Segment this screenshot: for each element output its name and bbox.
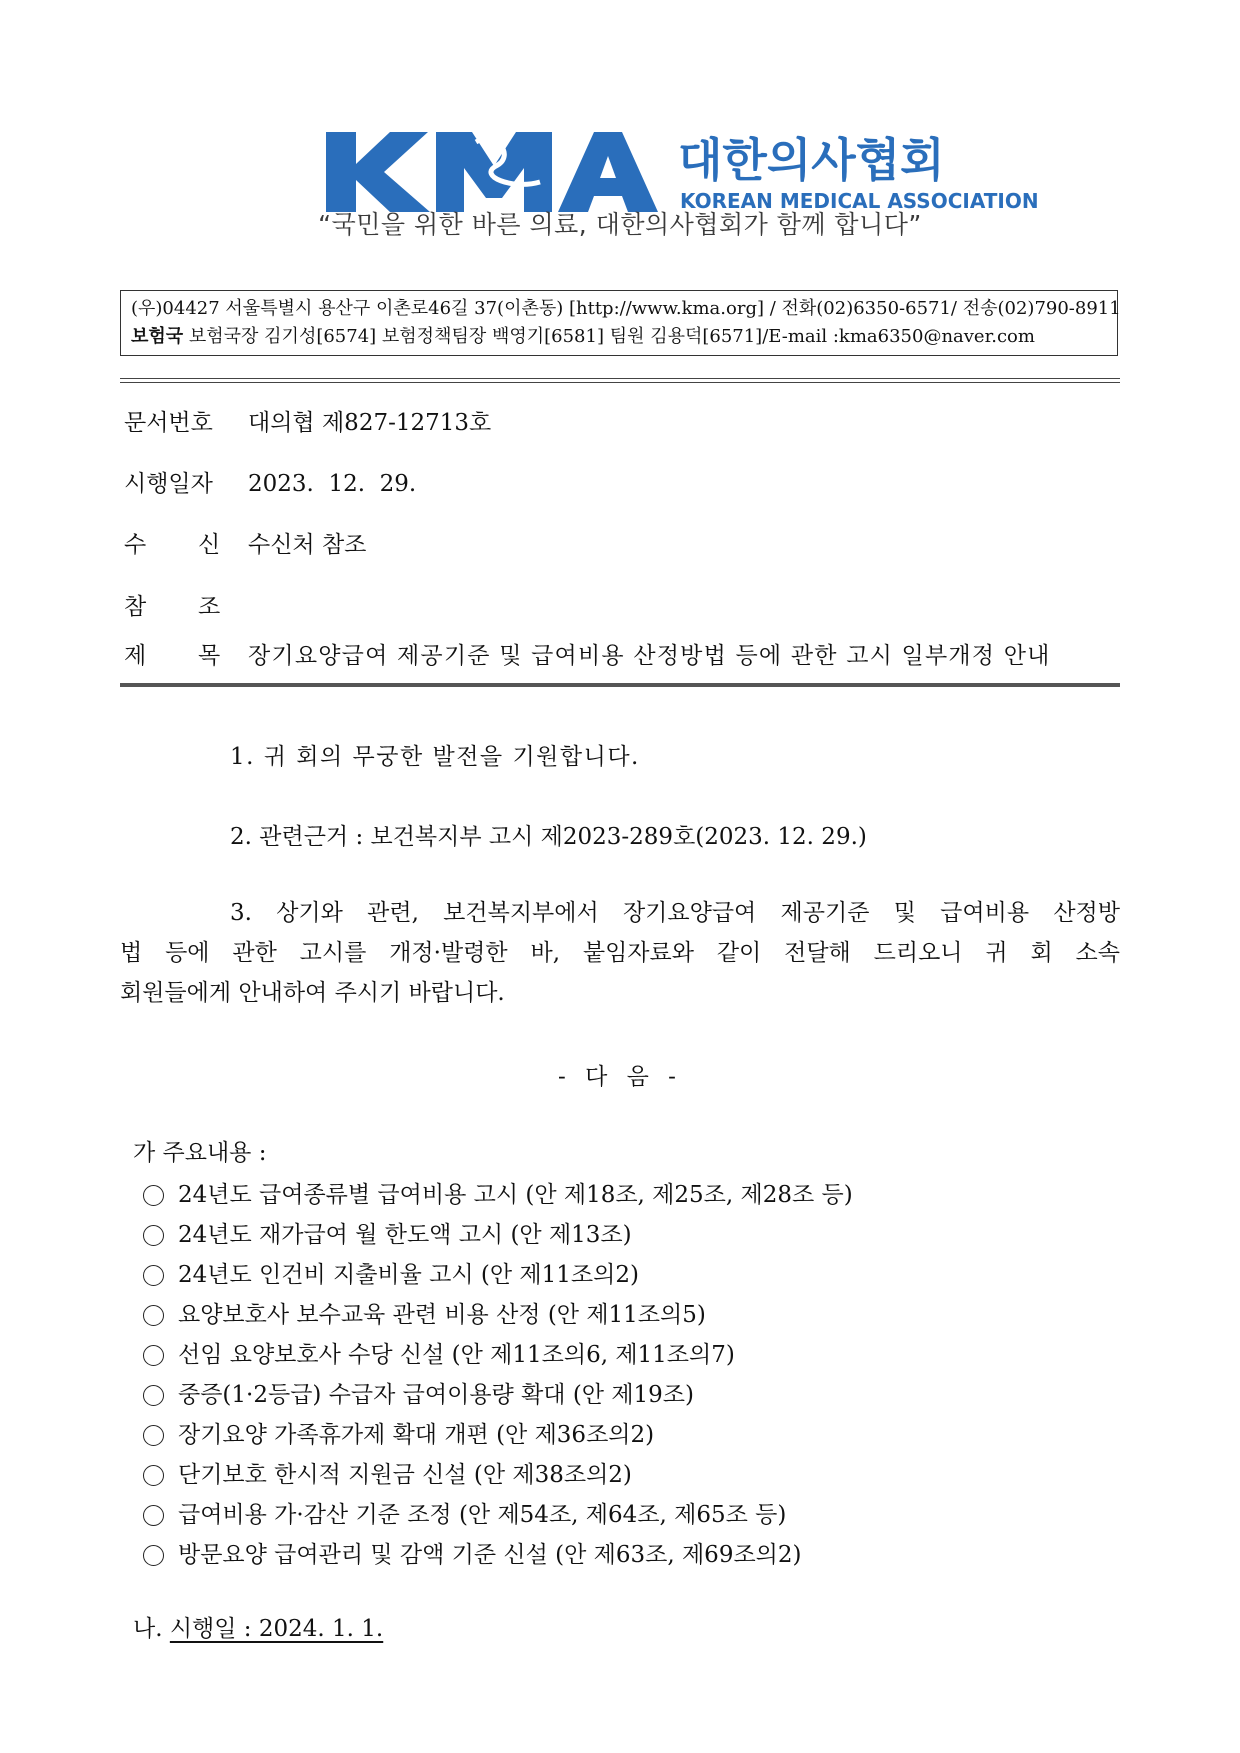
date-row: [124, 465, 416, 498]
paragraph-3-line-1: 3. 상기와 관련, 보건복지부에서 장기요양급여 제공기준 및 급여비용 산정방: [230, 900, 1120, 926]
circle-bullet-icon: [143, 1505, 164, 1526]
doc-number: 대의협 제827-12713호: [248, 410, 492, 436]
doc-number-label: 문서번호: [124, 410, 213, 436]
date-value: 2023. 12. 29.: [248, 471, 417, 497]
circle-bullet-icon: [143, 1425, 164, 1446]
list-item: 장기요양 가족휴가제 확대 개편 (안 제36조의2): [143, 1415, 853, 1455]
recipient-value: 수신처 참조: [248, 532, 367, 558]
section-b: [133, 1610, 383, 1643]
org-name-kr: 대한의사협회: [678, 133, 945, 187]
slogan: “국민을 위한 바른 의료, 대한의사협회가 함께 합니다”: [318, 210, 922, 239]
circle-bullet-icon: [143, 1545, 164, 1566]
contact-staff-line: [131, 323, 1107, 351]
recipient-row: [124, 526, 366, 559]
contact-staff: 보험국장 김기성[6574] 보험정책팀장 백영기[6581] 팀원 김용덕[6571]/E-mail :kma6350@naver.com: [183, 326, 1035, 347]
header-rule-bottom: [120, 683, 1120, 687]
list-item: 24년도 인건비 지출비율 고시 (안 제11조의2): [143, 1255, 853, 1295]
circle-bullet-icon: [143, 1185, 164, 1206]
list-item: 방문요양 급여관리 및 감액 기준 신설 (안 제63조, 제69조의2): [143, 1535, 853, 1575]
next-heading: - 다 음 -: [558, 1064, 682, 1090]
list-item: 24년도 급여종류별 급여비용 고시 (안 제18조, 제25조, 제28조 등): [143, 1175, 853, 1215]
list-item: 급여비용 가·감산 기준 조정 (안 제54조, 제64조, 제65조 등): [143, 1495, 853, 1535]
main-items-list: [143, 1175, 853, 1575]
section-a-title: 가 주요내용 :: [133, 1140, 267, 1166]
list-item: 단기보호 한시적 지원금 신설 (안 제38조의2): [143, 1455, 853, 1495]
reference-row: [124, 588, 248, 621]
circle-bullet-icon: [143, 1385, 164, 1406]
circle-bullet-icon: [143, 1265, 164, 1286]
effective-date: 시행일 : 2024. 1. 1.: [169, 1616, 384, 1642]
doc-number-row: [124, 404, 491, 437]
list-item: 24년도 재가급여 월 한도액 고시 (안 제13조): [143, 1215, 853, 1255]
recipient-label: 수 신: [124, 532, 221, 558]
circle-bullet-icon: [143, 1465, 164, 1486]
paragraph-1: 1. 귀 회의 무궁한 발전을 기원합니다.: [230, 744, 640, 770]
list-item: 중증(1·2등급) 수급자 급여이용량 확대 (안 제19조): [143, 1375, 853, 1415]
date-label: 시행일자: [124, 471, 213, 497]
reference-label: 참 조: [124, 594, 221, 620]
circle-bullet-icon: [143, 1225, 164, 1246]
subject-row: [124, 637, 1051, 670]
section-b-prefix: 나.: [133, 1616, 170, 1642]
paragraph-2: 2. 관련근거 : 보건복지부 고시 제2023-289호(2023. 12. 29.): [230, 824, 867, 850]
circle-bullet-icon: [143, 1305, 164, 1326]
paragraph-3-line-2: 법 등에 관한 고시를 개정·발령한 바, 붙임자료와 같이 전달해 드리오니 귀 회 소속: [120, 940, 1120, 966]
contact-box: [120, 290, 1121, 356]
subject-value: 장기요양급여 제공기준 및 급여비용 산정방법 등에 관한 고시 일부개정 안내: [248, 643, 1051, 669]
header-rule-top: [120, 378, 1120, 383]
contact-address-line: (우)04427 서울특별시 용산구 이촌로46길 37(이촌동) [http://www.kma.org] / 전화(02)6350-6571/ 전송(02)790-8911: [131, 298, 1121, 319]
paragraph-3: [120, 893, 1120, 1013]
list-item: 선임 요양보호사 수당 신설 (안 제11조의6, 제11조의7): [143, 1335, 853, 1375]
circle-bullet-icon: [143, 1345, 164, 1366]
org-name-en: KOREAN MEDICAL ASSOCIATION: [680, 189, 1039, 213]
subject-label: 제 목: [124, 643, 221, 669]
list-item: 요양보호사 보수교육 관련 비용 산정 (안 제11조의5): [143, 1295, 853, 1335]
contact-dept: 보험국: [131, 326, 184, 347]
paragraph-3-line-3: 회원들에게 안내하여 주시기 바랍니다.: [120, 980, 505, 1006]
